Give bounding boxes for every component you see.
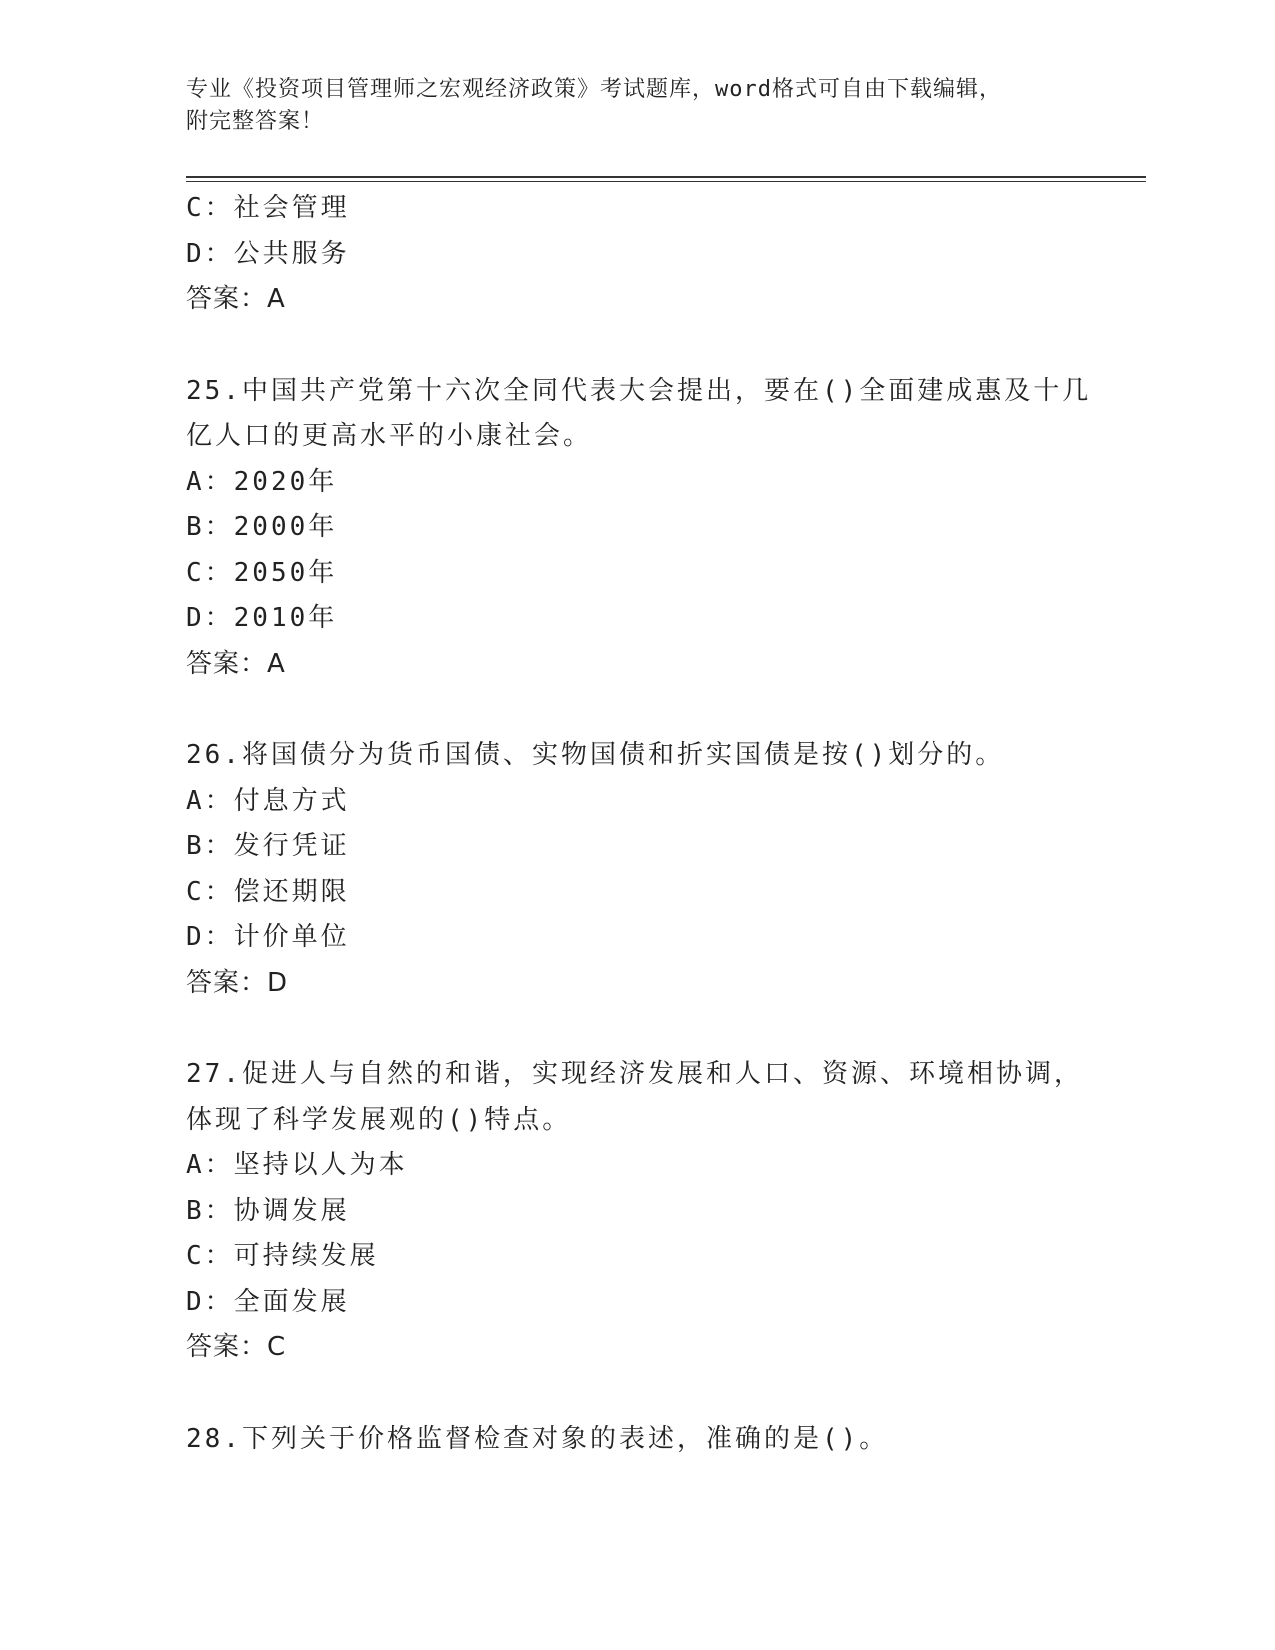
option-c: C：偿还期限: [186, 876, 350, 907]
answer: 答案：A: [186, 284, 286, 314]
document-header: [186, 74, 1066, 138]
answer: 答案：D: [186, 967, 289, 998]
header-line-2: 附完整答案！: [186, 109, 325, 134]
option-c: C：2050年: [186, 557, 338, 588]
option-b: B：2000年: [186, 512, 338, 542]
option-d: D：计价单位: [186, 922, 350, 952]
question-25-stem-cont: 亿人口的更高水平的小康社会。: [186, 421, 593, 451]
question-list: [186, 186, 1146, 1462]
option-d: D：全面发展: [186, 1286, 350, 1317]
question-27-stem: 27.促进人与自然的和谐，实现经济发展和人口、资源、环境相协调，: [186, 1059, 1083, 1089]
option-b: B：发行凭证: [186, 831, 350, 861]
option-d: D：公共服务: [186, 238, 350, 269]
option-a: A：2020年: [186, 466, 338, 497]
answer: 答案：A: [186, 648, 286, 679]
answer: 答案：C: [186, 1332, 287, 1362]
option-c: C：社会管理: [186, 193, 350, 223]
question-26-stem: 26.将国债分为货币国债、实物国债和折实国债是按()划分的。: [186, 740, 1005, 770]
header-divider-thin: [186, 181, 1146, 182]
option-a: A：坚持以人为本: [186, 1150, 408, 1180]
header-divider: [186, 176, 1146, 178]
option-c: C：可持续发展: [186, 1241, 379, 1271]
question-27-stem-cont: 体现了科学发展观的()特点。: [186, 1104, 572, 1135]
option-d: D：2010年: [186, 603, 338, 633]
option-b: B：协调发展: [186, 1195, 350, 1226]
header-line-1: 专业《投资项目管理师之宏观经济政策》考试题库，word格式可自由下载编辑，: [186, 77, 1002, 102]
question-25-stem: 25.中国共产党第十六次全同代表大会提出，要在()全面建成惠及十几: [186, 375, 1092, 406]
option-a: A：付息方式: [186, 785, 350, 816]
question-28-stem: 28.下列关于价格监督检查对象的表述，准确的是()。: [186, 1423, 889, 1454]
